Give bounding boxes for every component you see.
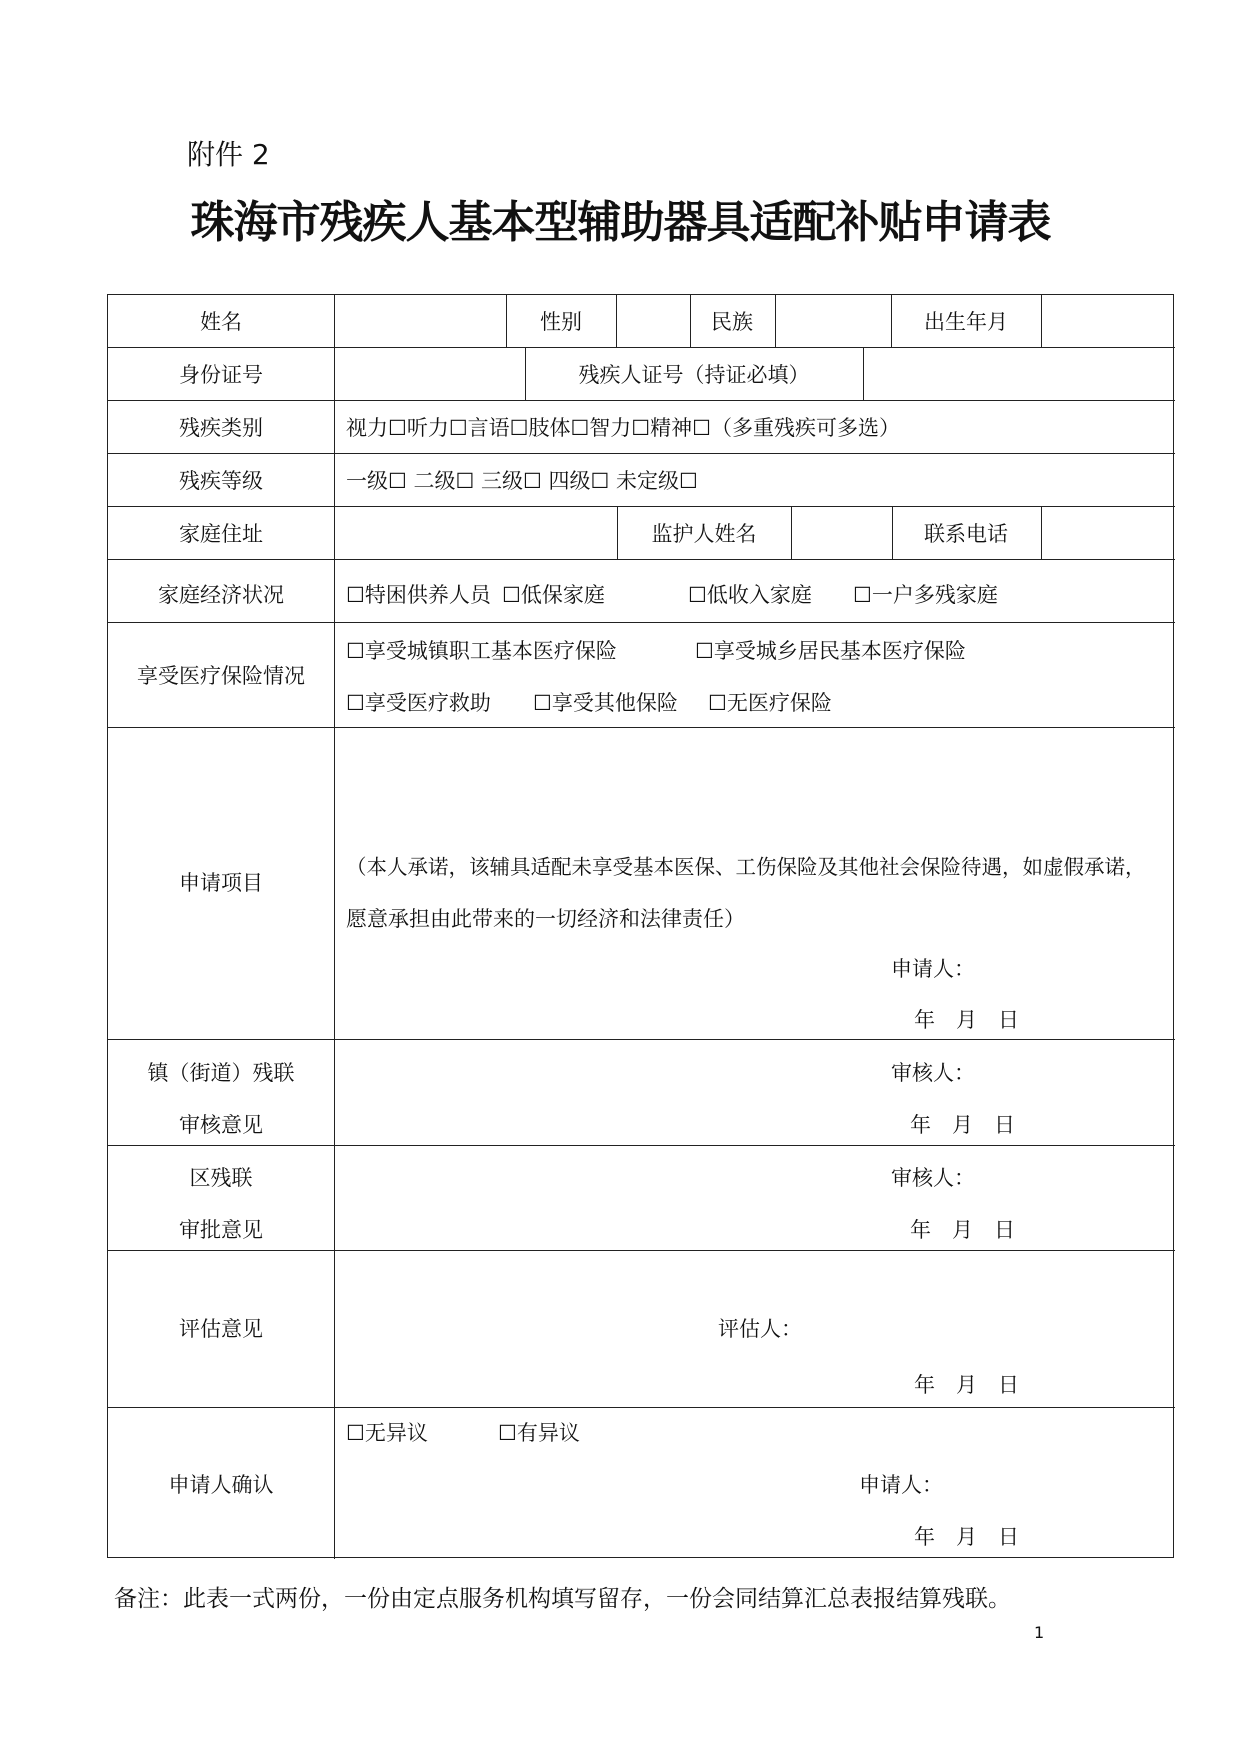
insurance-option[interactable]: ☐享受其他保险 <box>533 691 678 715</box>
disability-type-label: 残疾类别 <box>179 416 263 440</box>
date-field: 年 月 日 <box>914 1525 1019 1549</box>
town-review-label: 审核意见 <box>179 1113 263 1137</box>
id-number-label: 身份证号 <box>179 363 263 387</box>
applicant-signature: 申请人： <box>891 957 975 981</box>
assessment-label: 评估意见 <box>179 1317 263 1341</box>
insurance-option[interactable]: ☐无医疗保险 <box>708 691 832 715</box>
promise-text: 愿意承担由此带来的一切经济和法律责任） <box>346 907 745 931</box>
birth-label: 出生年月 <box>924 310 1008 334</box>
economy-option[interactable]: ☐特困供养人员 <box>346 583 491 607</box>
insurance-option[interactable]: ☐享受医疗救助 <box>346 691 491 715</box>
address-label: 家庭住址 <box>179 522 263 546</box>
economy-label: 家庭经济状况 <box>158 583 284 607</box>
name-label: 姓名 <box>200 310 242 334</box>
insurance-option[interactable]: ☐享受城乡居民基本医疗保险 <box>695 639 966 663</box>
form-title: 珠海市残疾人基本型辅助器具适配补贴申请表 <box>190 197 1051 248</box>
reviewer-signature: 审核人： <box>891 1166 975 1190</box>
economy-option[interactable]: ☐低保家庭 <box>502 583 605 607</box>
page-number: 1 <box>1034 1623 1045 1642</box>
application-form <box>107 294 1174 1558</box>
guardian-label: 监护人姓名 <box>651 522 757 546</box>
disability-type-options[interactable]: 视力☐听力☐言语☐肢体☐智力☐精神☐（多重残疾可多选） <box>346 416 900 440</box>
phone-label: 联系电话 <box>924 522 1008 546</box>
date-field: 年 月 日 <box>910 1113 1015 1137</box>
disability-level-label: 残疾等级 <box>179 469 263 493</box>
objection-checkbox[interactable]: ☐有异议 <box>498 1421 580 1445</box>
insurance-option[interactable]: ☐享受城镇职工基本医疗保险 <box>346 639 617 663</box>
economy-option[interactable]: ☐低收入家庭 <box>688 583 812 607</box>
remark-note: 备注：此表一式两份，一份由定点服务机构填写留存，一份会同结算汇总表报结算残联。 <box>114 1586 1011 1612</box>
attachment-label: 附件 2 <box>187 138 270 171</box>
assessor-signature: 评估人： <box>718 1317 802 1341</box>
gender-label: 性别 <box>540 310 582 334</box>
reviewer-signature: 审核人： <box>891 1061 975 1085</box>
district-review-label: 审批意见 <box>179 1218 263 1242</box>
district-review-label: 区残联 <box>189 1166 253 1190</box>
insurance-label: 享受医疗保险情况 <box>137 664 305 688</box>
no-objection-checkbox[interactable]: ☐无异议 <box>346 1421 428 1445</box>
town-review-label: 镇（街道）残联 <box>147 1061 295 1085</box>
disability-level-options[interactable]: 一级☐ 二级☐ 三级☐ 四级☐ 未定级☐ <box>346 469 698 493</box>
date-field: 年 月 日 <box>910 1218 1015 1242</box>
date-field: 年 月 日 <box>914 1373 1019 1397</box>
date-field: 年 月 日 <box>914 1008 1019 1032</box>
economy-option[interactable]: ☐一户多残家庭 <box>853 583 998 607</box>
promise-text: （本人承诺，该辅具适配未享受基本医保、工伤保险及其他社会保险待遇，如虚假承诺， <box>346 855 1146 879</box>
ethnicity-label: 民族 <box>711 310 753 334</box>
application-label: 申请项目 <box>179 871 263 895</box>
applicant-signature: 申请人： <box>859 1473 943 1497</box>
confirmation-label: 申请人确认 <box>168 1473 274 1497</box>
disability-cert-label: 残疾人证号（持证必填） <box>578 363 810 387</box>
